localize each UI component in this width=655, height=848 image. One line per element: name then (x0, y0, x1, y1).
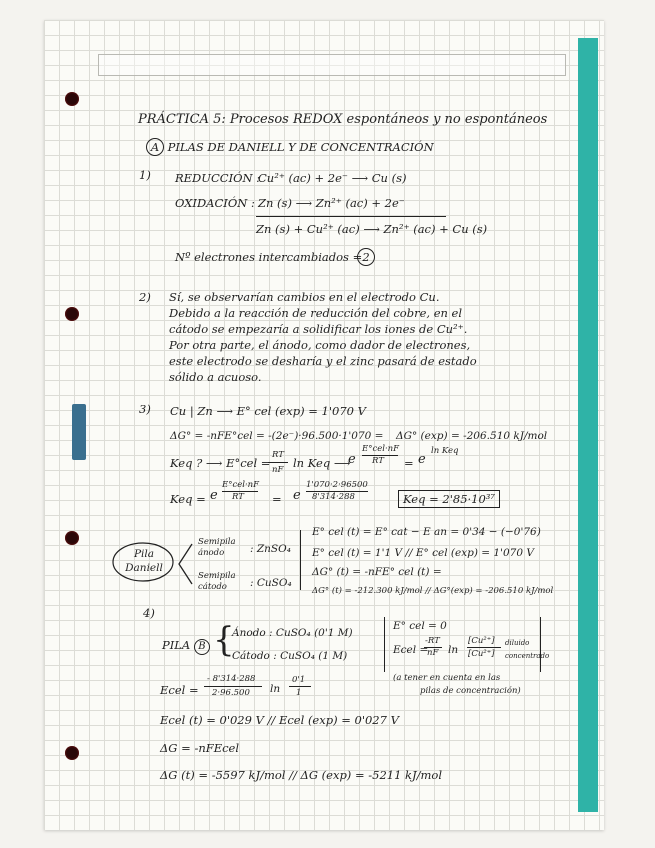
result-line-1: E° cel (t) = E° cat − E an = 0'34 − (−0'76) (312, 526, 541, 538)
result-line-3: ΔG° (t) = -nFE° cel (t) = (312, 566, 442, 578)
q2-line: Debido a la reacción de reducción del cobre, en el (169, 306, 463, 320)
ecel-ratio-num: 0'1 (292, 675, 306, 685)
page-header-box (98, 54, 566, 76)
punch-hole (65, 746, 79, 760)
box-conc-den: [Cu²⁺] (468, 649, 495, 659)
reduccion-equation: Cu²⁺ (ac) + 2e⁻ ⟶ Cu (s) (258, 171, 407, 185)
box-frac-num: -RT (425, 636, 440, 646)
box-frac-den: nF (427, 648, 439, 658)
result-line-2: E° cel (t) = 1'1 V // E° cel (exp) = 1'070 V (312, 547, 534, 559)
dg-formula: ΔG = -nFEcel (160, 741, 240, 755)
keq-result: Keq = 2'85·10³⁷ (398, 490, 500, 508)
keq-exp-den: RT (232, 492, 244, 502)
cell-notation: Cu | Zn ⟶ E° cel (exp) = 1'070 V (170, 404, 366, 418)
ecel-ln: ln (270, 683, 281, 695)
frac-bar (204, 686, 262, 687)
box-conc-num: [Cu²⁺] (468, 636, 495, 646)
q2-number: 2) (139, 290, 151, 304)
e-base-4: e (293, 488, 301, 503)
box-note-1: (a tener en cuenta en las (393, 673, 501, 683)
page-margin-band (578, 38, 598, 812)
box-sub-num: diluido (505, 639, 530, 647)
equals: = (272, 492, 282, 506)
catodo-line: Cátodo : CuSO₄ (1 M) (232, 650, 348, 662)
e-base: e (348, 452, 356, 467)
rt-num: RT (272, 450, 284, 460)
ecel-den: 2·96.500 (212, 688, 250, 698)
reduccion-label: REDUCCIÓN : (175, 171, 261, 185)
sum-line (256, 216, 446, 217)
q4-number: 4) (143, 606, 155, 620)
electrones-value: 2 (357, 248, 375, 266)
q2-line: sólido a acuoso. (169, 370, 262, 384)
q2-line: este electrodo se desharía y el zinc pasará de estado (169, 354, 477, 368)
semipila-anodo: Semipila ánodo (198, 537, 236, 558)
brace-icon: { (213, 620, 235, 660)
punch-hole (65, 307, 79, 321)
pila-daniell-label: Pila Daniell (125, 548, 163, 574)
frac-bar (467, 647, 501, 648)
box-sub-den: concentrado (505, 652, 550, 660)
ln-keq: ln Keq ⟶ (293, 456, 351, 470)
ecel-results: Ecel (t) = 0'029 V // Ecel (exp) = 0'027 V (160, 713, 399, 727)
dg-results: ΔG (t) = -5597 kJ/mol // ΔG (exp) = -5211 kJ/mol (160, 768, 443, 782)
frac-bar (289, 686, 311, 687)
page-title: PRÁCTICA 5: Procesos REDOX espontáneos y no espontáneos (138, 112, 548, 127)
q2-line: cátodo se empezaría a solidificar los iones de Cu²⁺. (169, 322, 468, 336)
dg-exp: ΔG° (exp) = -206.510 kJ/mol (396, 430, 548, 442)
e-base-3: e (210, 488, 218, 503)
section-a-circle: A (146, 138, 164, 156)
punch-hole (65, 531, 79, 545)
semipila-catodo: Semipila cátodo (198, 571, 236, 592)
keq-lhs: Keq = (170, 492, 206, 506)
global-equation: Zn (s) + Cu²⁺ (ac) ⟶ Zn²⁺ (ac) + Cu (s) (256, 222, 488, 236)
q2-line: Sí, se observarían cambios en el electrodo Cu. (169, 290, 440, 304)
result-line-4: ΔG° (t) = -212.300 kJ/mol // ΔG°(exp) = -206.510 kJ/mol (312, 586, 554, 596)
ecel-ratio-den: 1 (296, 688, 302, 698)
box-right-border (540, 617, 541, 672)
e-exp-den: RT (372, 456, 384, 466)
bracket-line (300, 530, 301, 590)
section-a-heading (146, 138, 434, 156)
nf-den: nF (272, 465, 284, 475)
ecel-lhs: Ecel = (160, 683, 199, 697)
keq-exp-num: E°cel·nF (222, 480, 260, 490)
e-exp-num: E°cel·nF (362, 444, 400, 454)
box-note-2: pilas de concentración) (420, 686, 521, 696)
box-ln: ln (448, 644, 459, 656)
q2-line: Por otra parte, el ánodo, como dador de electrones, (169, 338, 471, 352)
e-base-2: e (418, 452, 426, 467)
keq-question: Keq ? ⟶ E°cel = (170, 456, 271, 470)
box-left-border (384, 617, 385, 672)
semipila-anodo-value: : ZnSO₄ (250, 543, 291, 555)
pila-b-label: PILA B (162, 638, 210, 655)
frac-bar (268, 462, 288, 463)
box-ecel: Ecel = (393, 644, 429, 656)
punch-hole (65, 92, 79, 106)
equals: = (404, 456, 414, 470)
q1-number: 1) (139, 168, 151, 182)
anodo-line: Ánodo : CuSO₄ (0'1 M) (232, 627, 353, 639)
oxidacion-equation: Zn (s) ⟶ Zn²⁺ (ac) + 2e⁻ (258, 196, 405, 210)
box-e0: E° cel = 0 (393, 620, 447, 632)
electrones-text: Nº electrones intercambiados = (175, 250, 363, 264)
ecel-num: - 8'314·288 (207, 674, 256, 684)
oxidacion-label: OXIDACIÓN : (175, 196, 255, 210)
q3-number: 3) (139, 402, 151, 416)
e-exp-2: ln Keq (431, 446, 459, 456)
semipila-catodo-value: : CuSO₄ (250, 577, 292, 589)
keq-num-2: 1'070·2·96500 (306, 480, 368, 490)
section-a-label: PILAS DE DANIELL Y DE CONCENTRACIÓN (167, 140, 434, 154)
angle-bracket-icon (176, 542, 196, 586)
dg-line: ΔG° = -nFE°cel = -(2e⁻)·96.500·1'070 = (170, 430, 384, 442)
keq-den-2: 8'314·288 (312, 492, 355, 502)
spiral-tab (72, 404, 86, 460)
